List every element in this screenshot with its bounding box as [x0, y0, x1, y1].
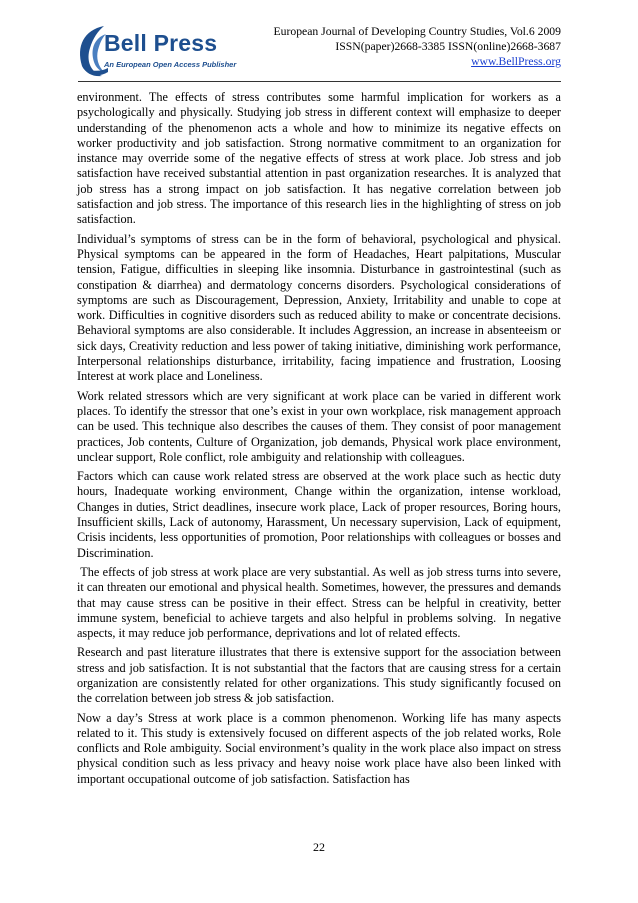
page-number: 22: [313, 840, 325, 854]
header-divider: [78, 81, 561, 82]
publisher-logo: [74, 22, 254, 82]
website-link[interactable]: www.BellPress.org: [471, 55, 561, 68]
paragraph: Work related stressors which are very significant at work place can be varied in different work places. To identify the stressor that one’s exist in your own workplace, risk management approach can be used. This technique also describes the causes of them. They consist of poor management practices, Job contents, Culture of Organization, job demands, Physical work place environment, unclear support, Role conflict, role ambiguity and relationship with colleagues.: [77, 388, 561, 464]
paragraph: Research and past literature illustrates that there is extensive support for the association between stress and job satisfaction. It is not substantial that the factors that are causing stress for a certain organization are consistently related for other organizations. This study significantly focused on the correlation between job stress & job satisfaction.: [77, 645, 561, 706]
paragraph: environment. The effects of stress contributes some harmful implication for workers as a psychologically and physically. Studying job stress in different context will emphasize to deeper understanding of the phenomenon acts a whole and how to minimize its negative effects on worker productivity and job satisfaction. Strong normative commitment to an organization for instance may override some of the negative effects of stress at work place. Job stress and job satisfaction have received substantial attention in past organization researches. It is analyzed that job stress has a strong impact on job satisfaction. It has negative correlation between job satisfaction and job stress. The importance of this research lies in the highlighting of stress on job satisfaction.: [77, 90, 561, 227]
bell-swoosh-icon: [74, 22, 108, 78]
paragraph: Factors which can cause work related stress are observed at the work place such as hectic duty hours, Inadequate working environment, Change within the organization, intense workload, Changes in duties, Strict deadlines, insecure work place, Lack of proper resources, Boring hours, Insufficient skills, Lack of autonomy, Harassment, Un necessary supervision, Lack of equipment, Crisis incidents, less opportunities of promotion, Poor relationships with colleagues or bosses and Discrimination.: [77, 469, 561, 560]
paragraph: Now a day’s Stress at work place is a common phenomenon. Working life has many aspects related to it. This study is extensively focused on different aspects of the job related works, Role conflicts and Role ambiguity. Social environment’s quality in the work place also impact on stress physical condition such as less privacy and heavy noise work place have also been linked with important occupational outcome of job satisfaction. Satisfaction has: [77, 710, 561, 786]
journal-header: [273, 24, 561, 69]
issn-line: ISSN(paper)2668-3385 ISSN(online)2668-3687: [335, 40, 561, 53]
article-body: [77, 90, 565, 791]
logo-title: Bell Press: [104, 30, 218, 56]
paragraph: Individual’s symptoms of stress can be in the form of behavioral, psychological and physical. Physical symptoms can be appeared in the form of Headaches, Heart palpitations, Muscular tension, Fatigue, difficulties in sleeping like insomnia. Disturbance in gastrointestinal (such as constipation & diarrhea) and dermatology concerns disorders. Psychological considerations of symptoms are such as Discouragement, Depression, Anxiety, Irritability and unable to cope at work. Difficulties in cognitive disorders such as reduced ability to make or concentrate decisions. Behavioral symptoms are also considerable. It includes Aggression, an increase in absenteeism or sick days, Creativity reduction and less power of taking initiative, diminishing work performance, Interpersonal relationships disturbance, irritability, facing impatience and frustration, Loosing Interest at work place and Loneliness.: [77, 231, 561, 384]
logo-tagline: An European Open Access Publisher: [104, 60, 237, 69]
journal-name: European Journal of Developing Country Studies, Vol.6 2009: [273, 25, 561, 38]
paragraph: The effects of job stress at work place are very substantial. As well as job stress turns into severe, it can threaten our emotional and physical health. Sometimes, however, the pressures and demands that may cause stress can be positive in their effect. Stress can be helpful in creativity, better immune system, beneficial to achieve targets and also helpful in problems solving. In negative aspects, it may reduce job performance, deprivations and lot of related effects.: [77, 564, 565, 641]
